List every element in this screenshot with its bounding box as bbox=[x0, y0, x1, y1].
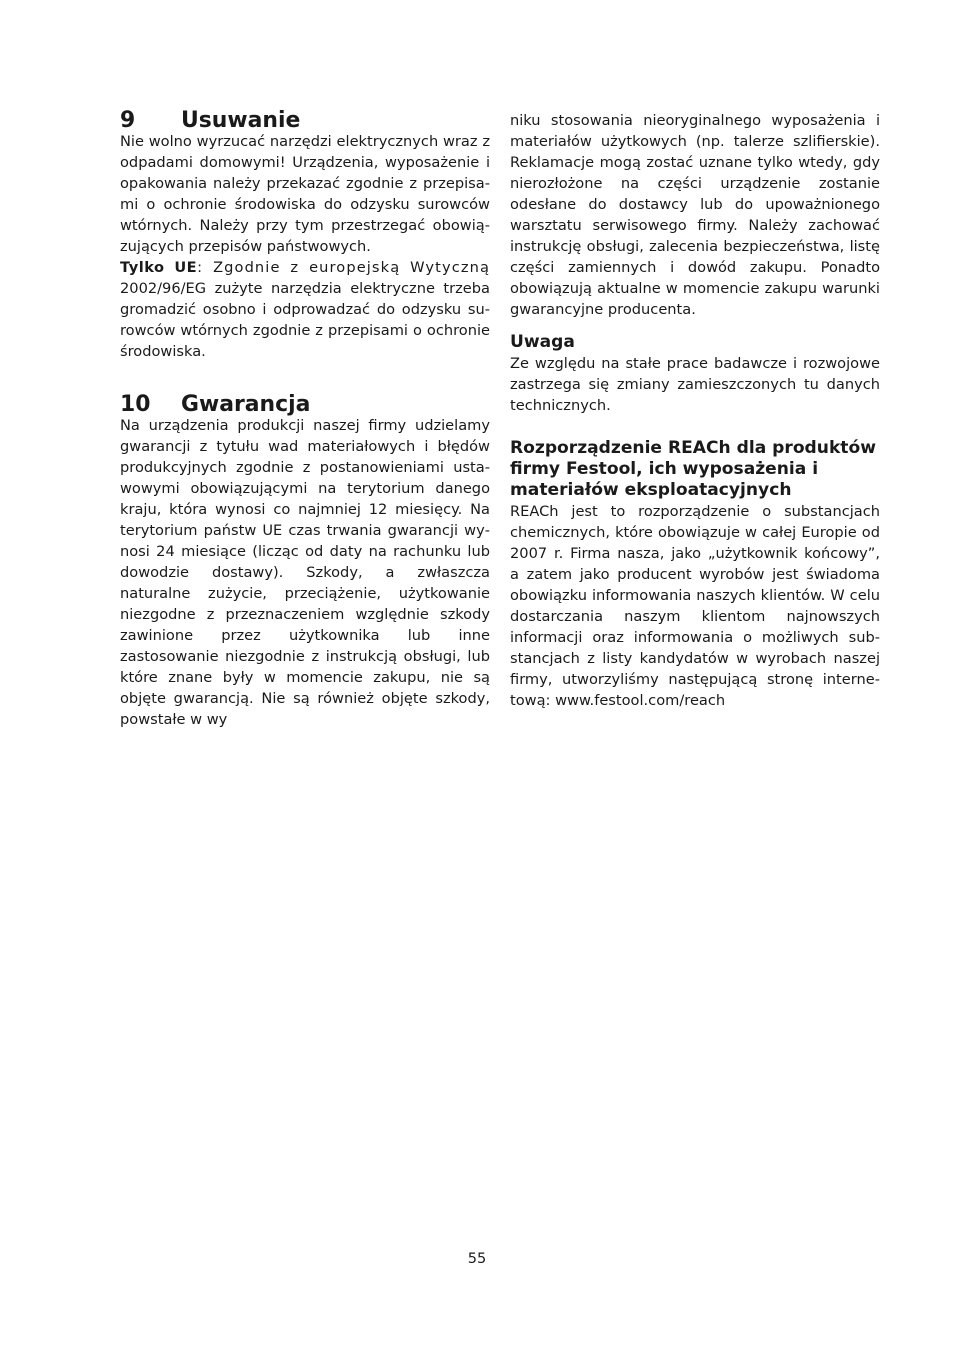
section-10-title: Gwarancja bbox=[181, 392, 311, 417]
reach-paragraph: REACh jest to rozporządzenie o substancjach chemicznych, które obowiązuje w całej Europie od 2007 r. Firma nasza, jako „użytkownik końcowy”, a zatem jako producent wyrobów jest świadoma obowiązku informowania naszych klientów. W celu dostarczania naszym klientom najnowszych informacji oraz informowania o możliwych substancjach z listy kandydatów w wyrobach naszej firmy, utworzyliśmy następującą stronę internetową: www.festool.com/reach bbox=[510, 503, 880, 709]
eu-only-text-part1: : Zgodnie z europejską Wytyczną bbox=[197, 259, 490, 276]
left-column bbox=[120, 110, 490, 730]
section-9-title: Usuwanie bbox=[181, 108, 301, 133]
eu-only-label: Tylko UE bbox=[120, 259, 198, 276]
section-spacer bbox=[510, 320, 880, 332]
right-column bbox=[510, 110, 880, 711]
warranty-paragraph: Na urządzenia produkcji naszej firmy udzielamy gwarancji z tytułu wad materiałowych i błędów produkcyjnych zgodnie z postanowieniami ustawowymi obowiązującymi na terytorium danego kraju, która wynosi co najmniej 12 miesięcy. Na terytorium państw UE czas trwania gwarancji wynosi 24 miesiące (licząc od daty na rachunku lub dowodzie dostawy). Szkody, a zwłaszcza naturalne zużycie, przeciążenie, użytkowanie niezgodne z przeznaczeniem względnie szkody zawinione przez użytkownika lub inne zastosowanie niezgodnie z instrukcją obsługi, lub które znane były w momencie zakupu, nie są objęte gwarancją. Nie są również objęte szkody, powstałe w wy bbox=[120, 417, 490, 728]
disposal-paragraph: Nie wolno wyrzucać narzędzi elektrycznych wraz z odpadami domowymi! Urządzenia, wyposażenie i opakowania należy przekazać zgodnie z przepisami o ochronie środowiska do odzysku surowców wtórnych. Należy przy tym przestrzegać obowiązujących przepisów państwowych. bbox=[120, 133, 490, 255]
section-10-number: 10 bbox=[120, 392, 151, 417]
section-9-heading bbox=[120, 110, 490, 131]
reach-heading: Rozporządzenie REACh dla produktów firmy Festool, ich wyposażenia i materiałów eksploatacyjnych bbox=[510, 438, 876, 500]
eu-only-text-part2: 2002/96/EG zużyte narzędzia elektryczne trzeba gromadzić osobno i odprowadzać do odzysku surowców wtórnych zgodnie z przepisami o ochronie środowiska. bbox=[120, 280, 490, 360]
note-paragraph: Ze względu na stałe prace badawcze i rozwojowe zastrzega się zmiany zamieszczonych tu danych technicznych. bbox=[510, 355, 880, 414]
section-9-number: 9 bbox=[120, 108, 136, 133]
section-10-heading bbox=[120, 394, 490, 415]
section-spacer bbox=[510, 416, 880, 438]
note-heading: Uwaga bbox=[510, 332, 575, 352]
eu-only-paragraph bbox=[120, 257, 490, 362]
page-number: 55 bbox=[467, 1250, 487, 1267]
section-spacer bbox=[120, 362, 490, 394]
warranty-continuation-paragraph: niku stosowania nieoryginalnego wyposażenia i materiałów użytkowych (np. talerze szlifierskie). Reklamacje mogą zostać uznane tylko wtedy, gdy nierozłożone na części urządzenie zostanie odesłane do dostawcy lub do upoważnionego warsztatu serwisowego firmy. Należy zachować instrukcję obsługi, zalecenia bezpieczeństwa, listę części zamiennych i dowód zakupu. Ponadto obowiązują aktualne w momencie zakupu warunki gwarancyjne producenta. bbox=[510, 112, 880, 318]
